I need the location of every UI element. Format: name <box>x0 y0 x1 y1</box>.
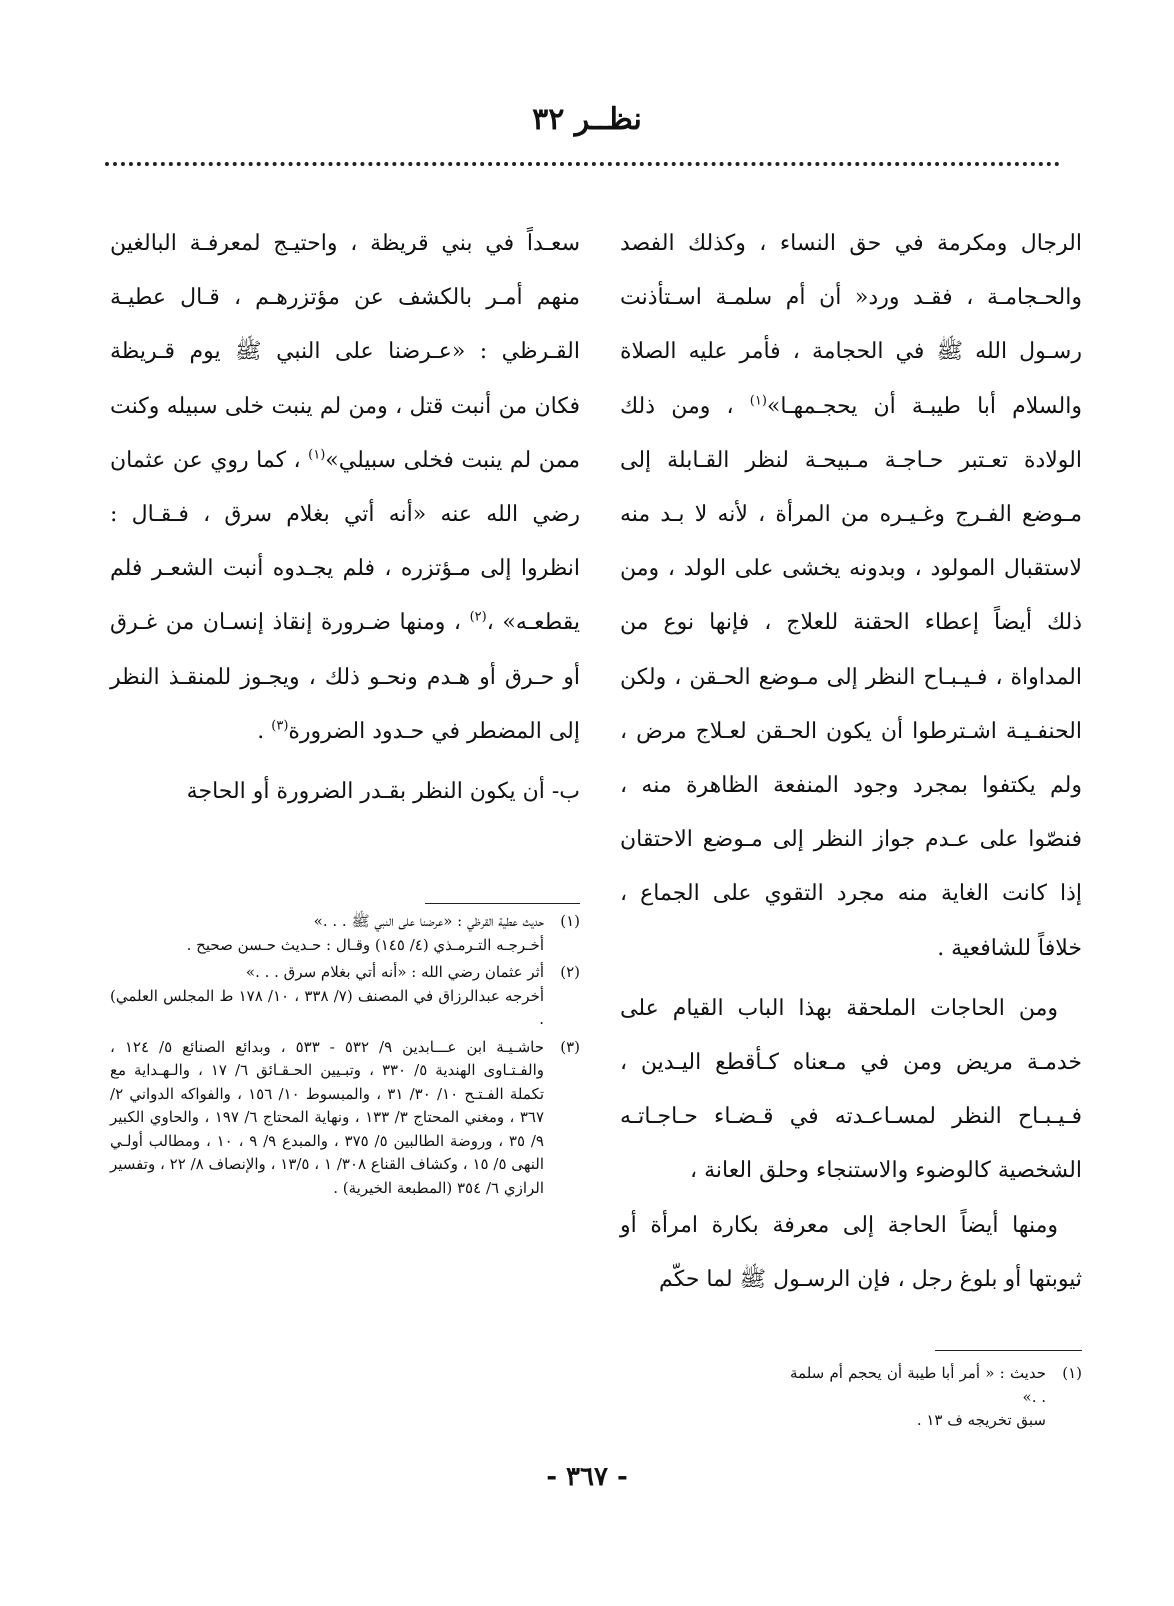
footnote <box>110 1036 580 1201</box>
footnote-number: (١) <box>1062 1364 1082 1382</box>
footnote-line: سبق تخريجه ف ١٣ . <box>916 1411 1046 1429</box>
footnote <box>110 961 580 1032</box>
paragraph-text: الرجال ومكرمة في حق النساء ، وكذلك الفصد والحـجامـة ، فقـد ورد« أن أم سلمـة اسـتأذنت رسـول الله ﷺ في الحجامة ، فأمر عليه الصلاة والسلام أبا طيبـة أن يحجـمهـا» <box>620 231 1082 419</box>
paragraph-text: سعـداً في بني قريظة ، واحتيـج لمعرفـة البالغين منهم أمـر بالكشف عن مؤتزرهـم ، قـال عطيـة القـرظي : «عـرضنا على النبي ﷺ يوم قـريظة فكان من أنبت قتل ، ومن لم ينبت خلى سبيله وكنت ممن لم ينبت فخلى سبيلي» <box>110 231 580 473</box>
footnote-number: (٣) <box>560 1037 580 1056</box>
paragraph-text: . <box>257 718 272 744</box>
left-text-column <box>110 217 580 819</box>
paragraph-text: ومن الحاجات الملحقة بهذا الباب القيام على خدمـة مريض ومن في مـعناه كـأقطع اليـدين ، فـيـبـاح النظر لمسـاعـدته في قـضـاء حـاجـاتـه الشخصية كالوضوء والاستنجاء وحلق العانة ، <box>620 995 1082 1184</box>
page-number: - ٣٦٧ - <box>546 1462 628 1492</box>
footnote <box>110 910 580 957</box>
paragraph <box>620 217 1082 976</box>
footnote-ref: (٢) <box>469 610 487 626</box>
paragraph <box>620 982 1082 1199</box>
footnote-line: حديث : « أمر أبا طيبة أن يحجم أم سلمة . .» <box>790 1364 1046 1406</box>
footnote-body <box>110 910 544 957</box>
footnote-line: أثر عثمان رضي الله : «أنه أتي بغلام سرق . . .» <box>245 963 544 981</box>
paragraph-text: ، ومنها ضـرورة إنقاذ إنسـان من غـرق أو حـرق أو هـدم ونحـو ذلك ، ويجـوز للمنقـذ النظر إلى المضطر في حـدود الضرورة <box>110 610 580 744</box>
footnote-ref: (٣) <box>271 718 289 734</box>
paragraph-text: ومنها أيضاً الحاجة إلى معرفة بكارة امرأة أو ثيوبتها أو بلوغ رجل ، فإن الرسـول ﷺ لما حكّم <box>620 1212 1082 1292</box>
footnote-divider <box>935 1350 1082 1351</box>
paragraph <box>620 1199 1082 1307</box>
right-text-column <box>620 217 1082 1307</box>
footnote-ref: (١) <box>308 447 326 463</box>
header-dotted-divider <box>105 162 1060 166</box>
footnote-body <box>790 1362 1046 1433</box>
paragraph <box>110 765 580 819</box>
page-header-title: نظــر ٣٢ <box>532 102 642 137</box>
footnote-body <box>110 1036 544 1201</box>
footnote <box>790 1362 1082 1433</box>
paragraph-text: ، ومن ذلك الولادة تعـتبر حـاجـة مـبيحـة لنظر القـابلة إلى مـوضع الفـرج وغـيـره من المرأة ، لأنه لا بـد منه لاستقبال المولود ، وبدونه يخشى على الولد ، ومن ذلك أيضاً إعطاء الحقنة للعلاج ، فإنها نوع من المداواة ، فـيـبـاح النظر إلى مـوضع الحـقن ، ولكن الحنفـيـة اشـترطوا أن يكون الحـقن لعـلاج مرض ، ولم يكتفوا بمجرد وجود المنفعة الظاهرة منه ، فنصّوا على عـدم جواز النظر إلى مـوضع الاحتقان إذا كانت الغاية منه مجرد التقوي على الجماع ، خلافاً للشافعية . <box>620 393 1082 961</box>
footnote-line: أخرجه عبدالرزاق في المصنف (٧/ ٣٣٨ ، ١٠/ ١٧٨ ط المجلس العلمي) . <box>110 986 545 1028</box>
footnotes-right <box>790 1362 1082 1437</box>
footnote-number: (٢) <box>560 963 580 981</box>
footnote-ref: (١) <box>749 393 767 409</box>
paragraph-text: ب- أن يكون النظر بقـدر الضرورة أو الحاجة <box>186 779 580 805</box>
paragraph-text: ، كما روي عن عثمان رضي الله عنه «أنه أتي بغلام سرق ، فـقـال : انظروا إلى مـؤتزره ، فلم يجـدوه أنبت الشعـر فلم يقطعـه» ، <box>110 447 580 636</box>
footnotes-left <box>110 910 580 1204</box>
footnote-number: (١) <box>560 912 580 930</box>
footnote-line: أخـرجـه التـرمـذي (٤/ ١٤٥) وقـال : حـديث حـسن صحيح . <box>186 935 544 954</box>
footnote-body <box>110 961 544 1032</box>
footnote-line: حاشـيـة ابن عـــابدين ٩/ ٥٣٢ - ٥٣٣ ، وبدائع الصنائع ٥/ ١٢٤ ، والفـتـاوى الهندية ٥/ ٣٣٠ ، وتبـيين الحـقـائق ٦/ ١٧ ، والـهـداية مع تكملة الفـتـح ١٠/ ٣٠/ ٣١ ، والمبسوط ١٠/ ١٥٦ ، والفواكه الدواني ٢/ ٣٦٧ ، ومغني المحتاج ٣/ ١٣٣ ، ونهاية المحتاج ٦/ ١٩٧ ، والحاوي الكبير ٩/ ٣٥ ، وروضة الطالبين ٥/ ٣٧٥ ، والمبدع ٩/ ٩ ، ١٠ ، ومطالب أولـي النهى ٥/ ١٥ ، وكشاف القناع ٣٠٨/ ١ ، ١٣/٥ ، والإنصاف ٨/ ٢٢ ، وتفسير الرازي ٦/ ٣٥٤ (المطبعة الخيرية) . <box>110 1037 545 1197</box>
footnote-divider <box>425 903 580 904</box>
paragraph <box>110 217 580 759</box>
footnote-line: حديث عطية القرظي : «عرضنا على النبي ﷺ . . .» <box>313 912 544 930</box>
